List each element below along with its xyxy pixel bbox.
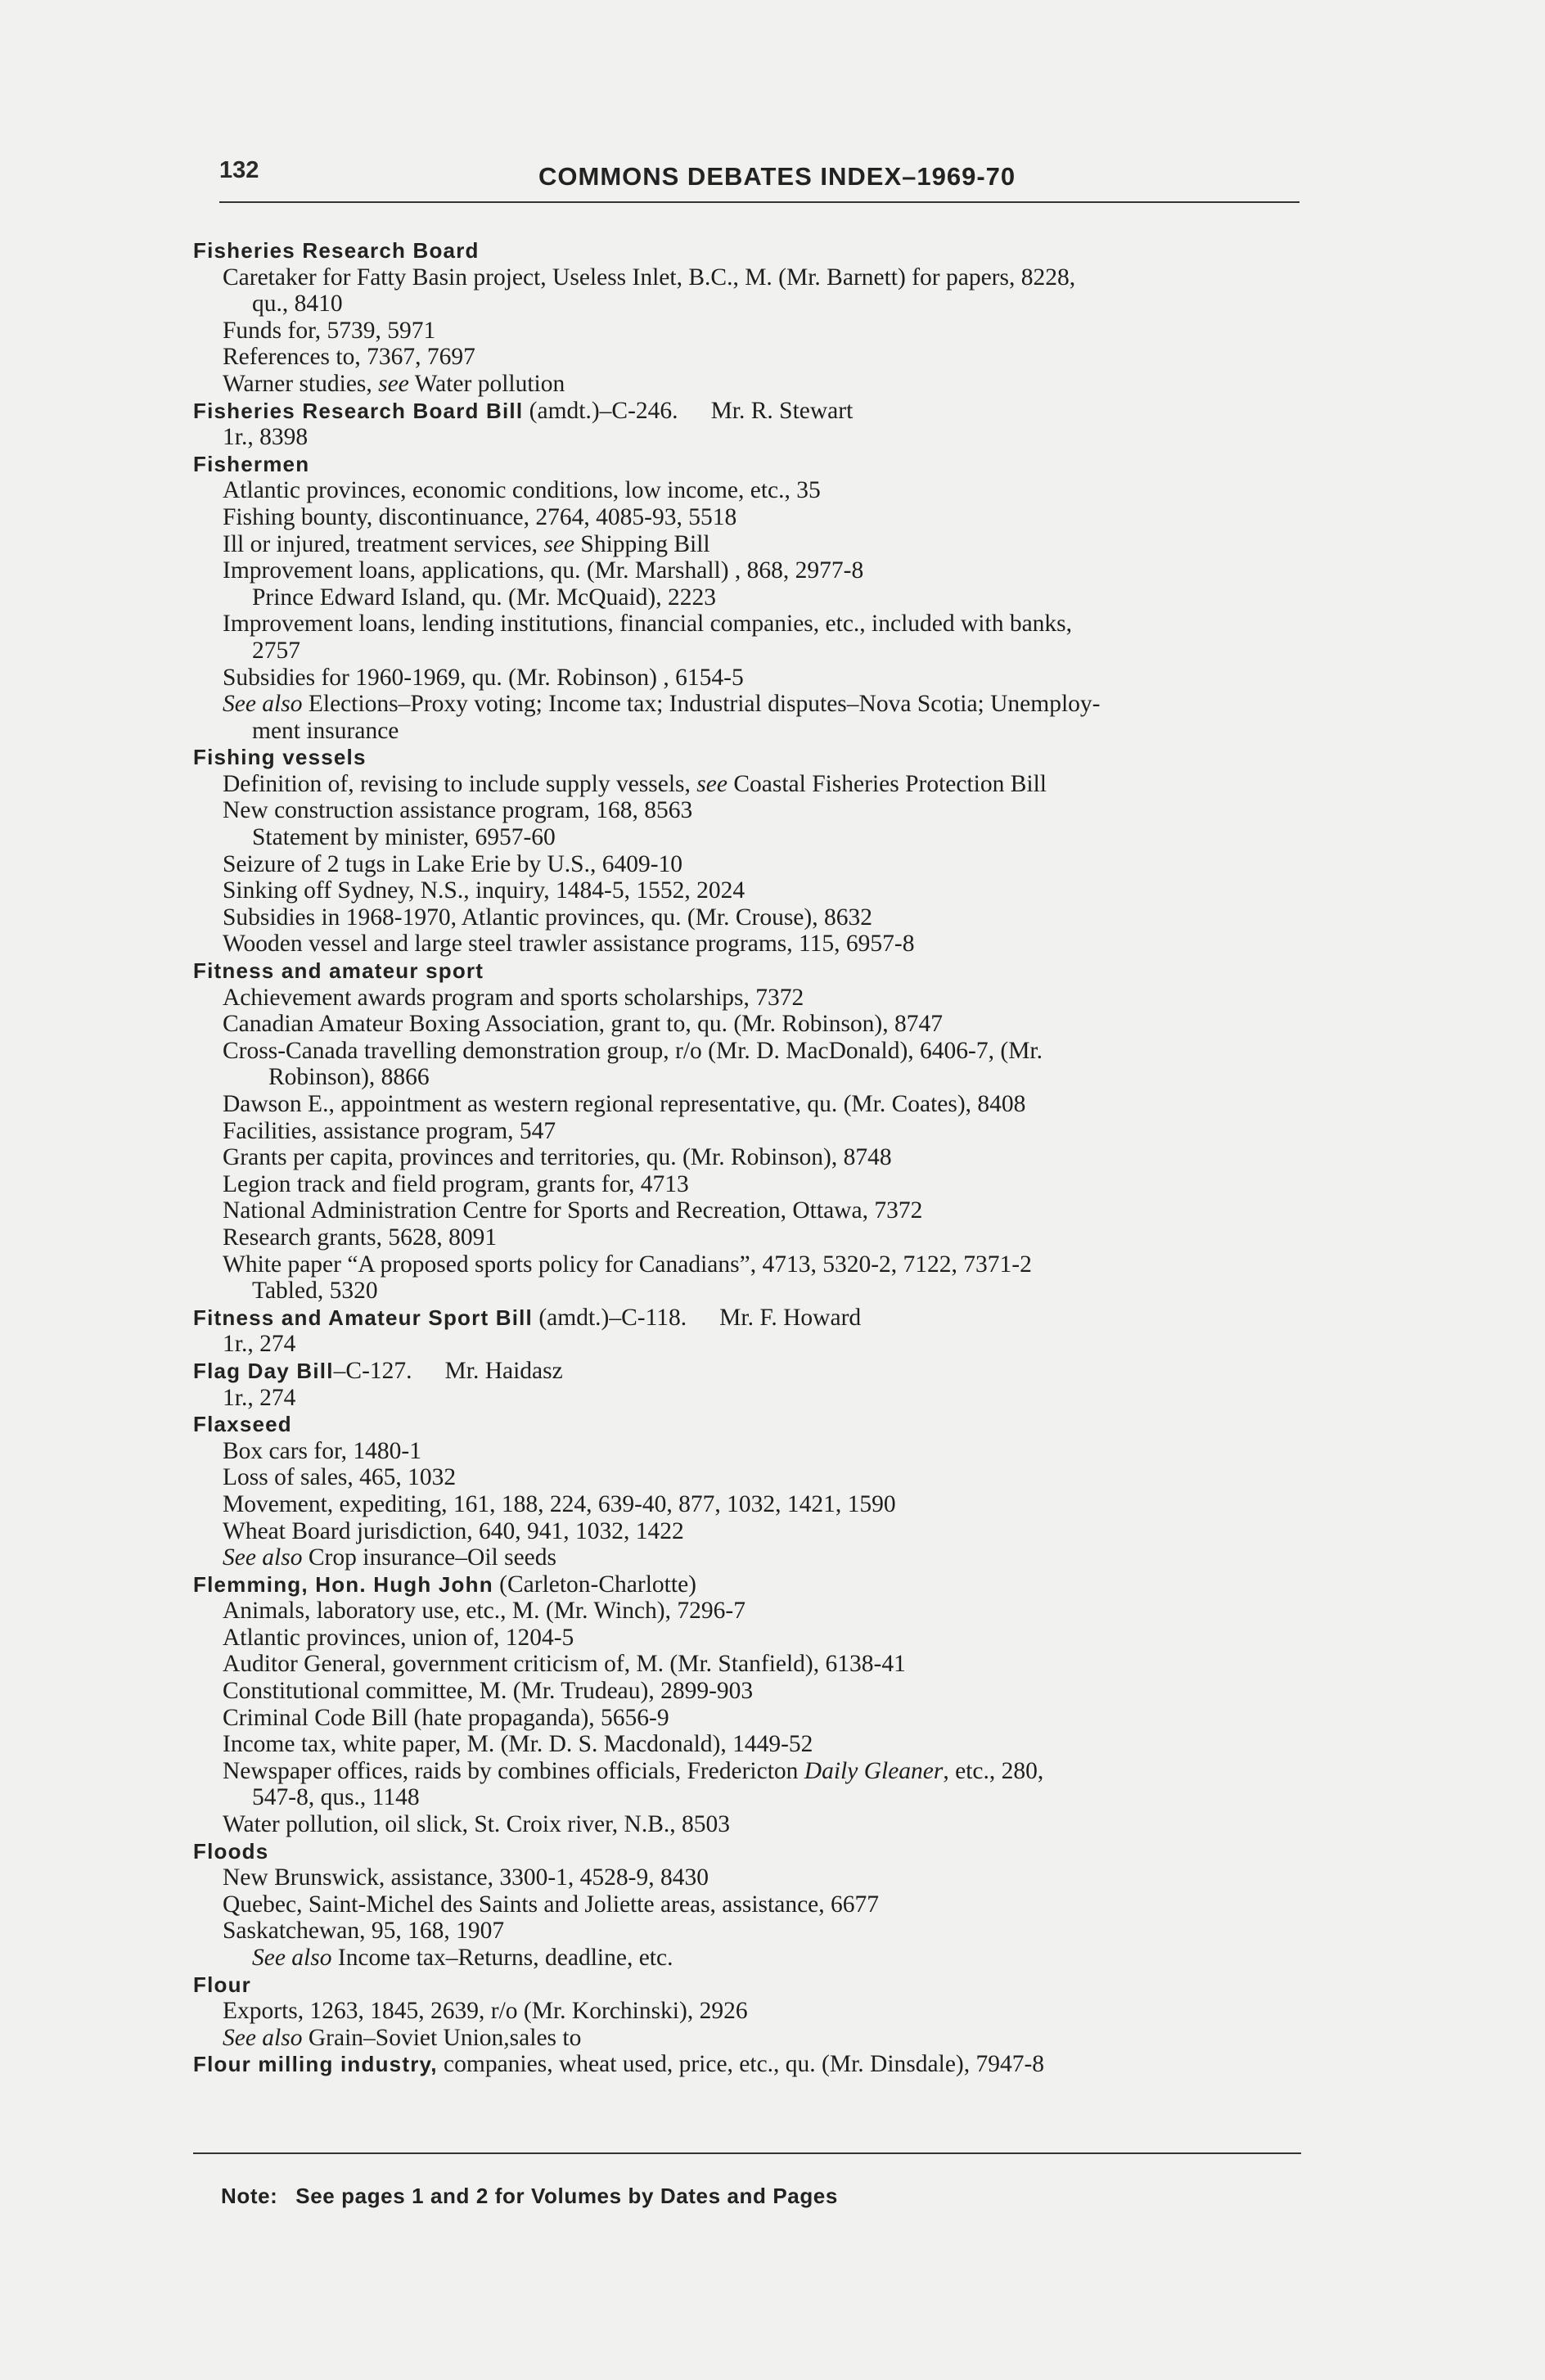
index-subentry [223,1091,1339,1118]
index-entries [193,237,1339,2078]
index-subentry [223,1811,1339,1838]
heading-text: Fishermen [193,451,310,476]
index-subentry [223,1864,1339,1891]
index-subentry [223,1758,1339,1785]
subentry-text: Caretaker for Fatty Basin project, Useless Inlet, B.C., M. (Mr. Barnett) for papers, 8228, [223,264,1076,291]
index-subentry [252,824,1339,851]
page-number: 132 [219,157,259,183]
subentry-text: ment insurance [252,717,399,744]
heading-detail: (amdt.)–C-246. [523,397,678,424]
subentry-text: Research grants, 5628, 8091 [223,1224,498,1251]
subentry-text: Ill or injured, treatment services, [223,530,544,557]
heading-text: Fishing vessels [193,745,367,770]
index-subentry [223,531,1339,558]
running-title: COMMONS DEBATES INDEX–1969-70 [538,162,1016,191]
footer-rule [193,2152,1301,2154]
subentry-text: Income tax, white paper, M. (Mr. D. S. Macdonald), 1449-52 [223,1731,813,1758]
subentry-text: qu., 8410 [252,291,343,318]
index-subentry [223,424,1339,451]
subentry-text: Improvement loans, applications, qu. (Mr. Marshall) , 868, 2977-8 [223,557,864,584]
subentry-text: Saskatchewan, 95, 168, 1907 [223,1918,505,1945]
bill-sponsor: Mr. F. Howard [719,1304,862,1331]
index-subentry [223,1171,1339,1198]
subentry-text-continued: Crop insurance–Oil seeds [302,1544,556,1571]
index-subentry [223,1891,1339,1918]
index-subentry [223,557,1339,584]
subentry-text: Definition of, revising to include supply vessels, [223,770,697,797]
index-subentry [223,1731,1339,1758]
subentry-text: Cross-Canada travelling demonstration group, r/o (Mr. D. MacDonald), 6406-7, (Mr. [223,1037,1043,1064]
subentry-text: Improvement loans, lending institutions, financial companies, etc., included with banks, [223,611,1073,638]
index-subentry [223,1625,1339,1652]
subentry-text-continued: Water pollution [408,370,565,397]
index-subentry [223,985,1339,1012]
index-subentry [223,1705,1339,1732]
subentry-text: Auditor General, government criticism of, M. (Mr. Stanfield), 6138-41 [223,1651,906,1678]
subentry-text: Dawson E., appointment as western regional representative, qu. (Mr. Coates), 8408 [223,1091,1026,1117]
index-heading [193,1305,1339,1332]
subentry-text: Achievement awards program and sports scholarships, 7372 [223,984,804,1011]
index-heading [193,2051,1339,2078]
note-label: Note: [221,2184,278,2208]
subentry-text: References to, 7367, 7697 [223,344,475,371]
heading-text: Flemming, Hon. Hugh John [193,1571,493,1597]
index-heading [193,1571,1339,1598]
subentry-text: Canadian Amateur Boxing Association, grant to, qu. (Mr. Robinson), 8747 [223,1011,944,1038]
subentry-text: Atlantic provinces, economic conditions, low income, etc., 35 [223,477,821,504]
subentry-text: Statement by minister, 6957-60 [252,824,556,851]
index-subentry [223,797,1339,824]
index-subentry [223,504,1339,531]
heading-text: Floods [193,1838,269,1864]
index-subentry [223,1491,1339,1518]
heading-detail: companies, wheat used, price, etc., qu. (Mr. Dinsdale), 7947-8 [437,2051,1045,2078]
index-subentry [223,1544,1339,1571]
index-subentry [223,1438,1339,1465]
subentry-text-continued: Grain–Soviet Union,sales to [302,2024,582,2051]
index-subentry [252,1945,1339,1972]
page-header [219,147,1300,196]
cross-reference-term: See also [223,2024,303,2051]
subentry-text: Tabled, 5320 [252,1278,378,1305]
index-heading [193,1358,1339,1385]
index-heading [193,1411,1339,1438]
subentry-text: Prince Edward Island, qu. (Mr. McQuaid), 2223 [252,584,716,611]
heading-text: Flour milling industry, [193,2052,438,2077]
subentry-text: Animals, laboratory use, etc., M. (Mr. Winch), 7296-7 [223,1598,745,1625]
index-subentry [223,344,1339,371]
index-subentry [223,691,1339,718]
index-subentry [223,264,1339,291]
heading-text: Fisheries Research Board Bill [193,398,524,423]
index-subentry [252,638,1339,665]
subentry-text: Box cars for, 1480-1 [223,1437,421,1464]
index-subentry [268,1064,1339,1091]
subentry-text-continued: Income tax–Returns, deadline, etc. [331,1945,673,1971]
index-heading [193,744,1339,771]
heading-text: Flag Day Bill [193,1358,334,1383]
index-subentry [252,291,1339,318]
index-subentry [223,611,1339,638]
subentry-text: Newspaper offices, raids by combines officials, Fredericton [223,1757,804,1784]
index-heading [193,398,1339,425]
index-heading [193,451,1339,478]
index-heading [193,237,1339,264]
index-subentry [223,904,1339,931]
subentry-text: Wooden vessel and large steel trawler assistance programs, 115, 6957-8 [223,931,915,958]
subentry-text: Subsidies in 1968-1970, Atlantic provinces, qu. (Mr. Crouse), 8632 [223,904,872,931]
subentry-text: New Brunswick, assistance, 3300-1, 4528-9, 8430 [223,1864,709,1891]
subentry-text: 2757 [252,637,300,664]
cross-reference-term: see [696,770,727,797]
footer-note [221,2184,838,2209]
subentry-text: 1r., 274 [223,1384,296,1411]
subentry-text-continued: Shipping Bill [574,530,710,557]
index-subentry [223,1598,1339,1625]
heading-text: Flaxseed [193,1412,292,1437]
subentry-text: 1r., 8398 [223,424,309,451]
index-heading [193,958,1339,985]
subentry-text: Robinson), 8866 [268,1064,430,1091]
subentry-text: Exports, 1263, 1845, 2639, r/o (Mr. Korchinski), 2926 [223,1998,748,2025]
subentry-text: New construction assistance program, 168, 8563 [223,797,693,824]
subentry-text: Facilities, assistance program, 547 [223,1117,556,1144]
index-subentry [223,771,1339,798]
index-subentry [223,1651,1339,1678]
subentry-text-continued: , etc., 280, [943,1757,1044,1784]
index-heading [193,1838,1339,1865]
header-rule [219,201,1300,203]
subentry-text: Warner studies, [223,370,379,397]
subentry-text: Water pollution, oil slick, St. Croix river, N.B., 8503 [223,1811,730,1838]
index-subentry [252,718,1339,745]
index-subentry [223,877,1339,904]
cross-reference-term: Daily Gleaner [804,1757,944,1784]
subentry-text: Criminal Code Bill (hate propaganda), 5656-9 [223,1704,669,1731]
subentry-text: Sinking off Sydney, N.S., inquiry, 1484-5, 1552, 2024 [223,877,745,904]
heading-detail: (amdt.)–C-118. [532,1304,687,1331]
heading-detail: (Carleton-Charlotte) [493,1571,696,1598]
heading-text: Fitness and amateur sport [193,958,484,984]
index-subentry [223,1998,1339,2025]
index-subentry [223,1518,1339,1545]
index-subentry [223,2025,1339,2052]
cross-reference-term: See also [223,691,303,718]
heading-text: Flour [193,1972,251,1997]
index-subentry [252,584,1339,611]
index-subentry [223,318,1339,345]
index-subentry [223,1678,1339,1705]
subentry-text: Subsidies for 1960-1969, qu. (Mr. Robinson) , 6154-5 [223,664,744,691]
heading-text: Fitness and Amateur Sport Bill [193,1305,533,1330]
index-subentry [252,1784,1339,1811]
heading-detail: –C-127. [333,1357,412,1384]
heading-text: Fisheries Research Board [193,238,480,263]
cross-reference-term: See also [252,1945,332,1971]
index-subentry [223,477,1339,504]
index-subentry [223,931,1339,958]
index-subentry [223,1038,1339,1065]
subentry-text: 1r., 274 [223,1331,296,1358]
index-subentry [223,1118,1339,1145]
index-subentry [223,1464,1339,1491]
subentry-text: Fishing bounty, discontinuance, 2764, 4085-93, 5518 [223,503,737,530]
index-subentry [223,371,1339,398]
index-subentry [223,1918,1339,1945]
subentry-text: 547-8, qus., 1148 [252,1784,420,1811]
subentry-text: Quebec, Saint-Michel des Saints and Joliette areas, assistance, 6677 [223,1891,880,1918]
subentry-text: Seizure of 2 tugs in Lake Erie by U.S., 6409-10 [223,850,683,877]
index-subentry [223,1251,1339,1278]
subentry-text: White paper “A proposed sports policy for Canadians”, 4713, 5320-2, 7122, 7371-2 [223,1251,1032,1278]
cross-reference-term: see [543,530,575,557]
cross-reference-term: see [378,370,409,397]
index-subentry [223,1385,1339,1412]
index-subentry [223,1011,1339,1038]
index-subentry [223,1331,1339,1358]
index-subentry [223,665,1339,692]
cross-reference-term: See also [223,1544,303,1571]
index-subentry [223,1224,1339,1251]
subentry-text: National Administration Centre for Sports and Recreation, Ottawa, 7372 [223,1197,923,1224]
subentry-text: Loss of sales, 465, 1032 [223,1464,457,1491]
index-subentry [223,1144,1339,1171]
subentry-text-continued: Elections–Proxy voting; Income tax; Industrial disputes–Nova Scotia; Unemploy- [302,691,1101,718]
subentry-text: Grants per capita, provinces and territories, qu. (Mr. Robinson), 8748 [223,1144,892,1171]
subentry-text: Movement, expediting, 161, 188, 224, 639-40, 877, 1032, 1421, 1590 [223,1490,896,1517]
subentry-text: Constitutional committee, M. (Mr. Trudeau), 2899-903 [223,1678,754,1705]
index-subentry [223,1197,1339,1224]
note-text: See pages 1 and 2 for Volumes by Dates and Pages [295,2184,838,2208]
subentry-text: Funds for, 5739, 5971 [223,317,436,344]
subentry-text: Wheat Board jurisdiction, 640, 941, 1032, 1422 [223,1517,684,1544]
subentry-text: Atlantic provinces, union of, 1204-5 [223,1624,574,1651]
index-subentry [223,851,1339,878]
bill-sponsor: Mr. R. Stewart [710,397,854,424]
bill-sponsor: Mr. Haidasz [444,1357,563,1384]
index-heading [193,1972,1339,1999]
subentry-text-continued: Coastal Fisheries Protection Bill [727,770,1047,797]
subentry-text: Legion track and field program, grants for, 4713 [223,1170,689,1197]
index-subentry [252,1278,1339,1305]
